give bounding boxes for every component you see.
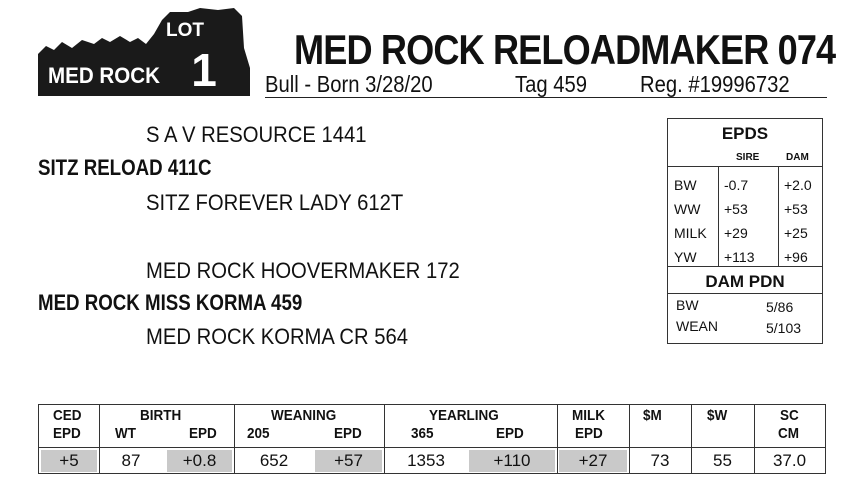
- epd-dam-value: +53: [784, 201, 808, 217]
- ced-subheader: EPD: [53, 425, 81, 442]
- milk-subheader: EPD: [575, 425, 603, 442]
- epd-sire-value: -0.7: [724, 177, 749, 193]
- performance-table: [38, 404, 826, 474]
- milk-header: MILK: [572, 407, 606, 424]
- animal-name: MED ROCK RELOADMAKER 074: [294, 26, 836, 73]
- yearling-365-value: 1353: [407, 451, 445, 470]
- epd-sire-value: +113: [724, 249, 755, 265]
- dam-dam: MED ROCK KORMA CR 564: [146, 324, 409, 349]
- dollar-w-value: 55: [713, 451, 732, 470]
- epd-row-label: MILK: [674, 225, 707, 241]
- dam: MED ROCK MISS KORMA 459: [38, 290, 303, 315]
- sire: SITZ RELOAD 411C: [38, 155, 212, 180]
- birth-wt-header: WT: [115, 425, 136, 442]
- epd-row-label: BW: [674, 177, 697, 193]
- dollar-m-value: 73: [650, 451, 670, 470]
- epds-dam-header: DAM: [786, 152, 809, 163]
- epds-title: EPDS: [721, 124, 769, 143]
- brand-name: MED ROCK: [48, 63, 161, 88]
- sire-dam: SITZ FOREVER LADY 612T: [146, 190, 404, 215]
- dollar-m-header: $M: [643, 407, 662, 424]
- yearling-365-header: 365: [411, 425, 434, 442]
- yearling-header: YEARLING: [429, 407, 499, 424]
- weaning-205-value: 652: [259, 451, 289, 470]
- birth-epd-header: EPD: [189, 425, 217, 442]
- dollar-w-header: $W: [707, 407, 728, 424]
- epd-dam-value: +2.0: [784, 177, 812, 193]
- pdn-row-value: 5/103: [766, 320, 802, 336]
- ced-header: CED: [53, 407, 82, 424]
- epd-row-label: WW: [674, 201, 701, 217]
- weaning-header: WEANING: [271, 407, 337, 424]
- epd-row-label: YW: [674, 249, 697, 265]
- tag-number: Tag 459: [515, 71, 588, 97]
- sire-sire: S A V RESOURCE 1441: [146, 122, 367, 147]
- birth-header: BIRTH: [140, 407, 182, 424]
- epds-sire-header: SIRE: [736, 152, 760, 163]
- registration-number: Reg. #19996732: [640, 71, 790, 97]
- animal-info-line: [265, 71, 827, 98]
- lot-number: 1: [191, 44, 217, 96]
- weaning-205-header: 205: [247, 425, 270, 442]
- type-born: Bull - Born 3/28/20: [265, 71, 433, 97]
- pdn-row-label: BW: [676, 297, 699, 313]
- ced-value: +5: [41, 450, 97, 472]
- epd-sire-value: +29: [724, 225, 748, 241]
- weaning-epd-header: EPD: [334, 425, 362, 442]
- epd-box: [667, 118, 823, 344]
- sc-value: 37.0: [772, 451, 807, 470]
- milk-epd-value: +27: [559, 450, 627, 472]
- epd-sire-value: +53: [724, 201, 748, 217]
- birth-wt-value: 87: [121, 451, 141, 470]
- sc-subheader: CM: [778, 425, 799, 442]
- yearling-epd-value: +110: [469, 450, 555, 472]
- sc-header: SC: [780, 407, 799, 424]
- dam-pdn-title: DAM PDN: [705, 272, 785, 291]
- pdn-row-label: WEAN: [676, 318, 718, 334]
- dam-sire: MED ROCK HOOVERMAKER 172: [146, 258, 460, 283]
- med-rock-logo: [38, 8, 250, 98]
- epd-dam-value: +25: [784, 225, 808, 241]
- weaning-epd-value: +57: [315, 450, 382, 472]
- birth-epd-value: +0.8: [167, 450, 232, 472]
- lot-label: LOT: [166, 20, 204, 41]
- epd-dam-value: +96: [784, 249, 808, 265]
- yearling-epd-header: EPD: [496, 425, 524, 442]
- pdn-row-value: 5/86: [766, 299, 794, 315]
